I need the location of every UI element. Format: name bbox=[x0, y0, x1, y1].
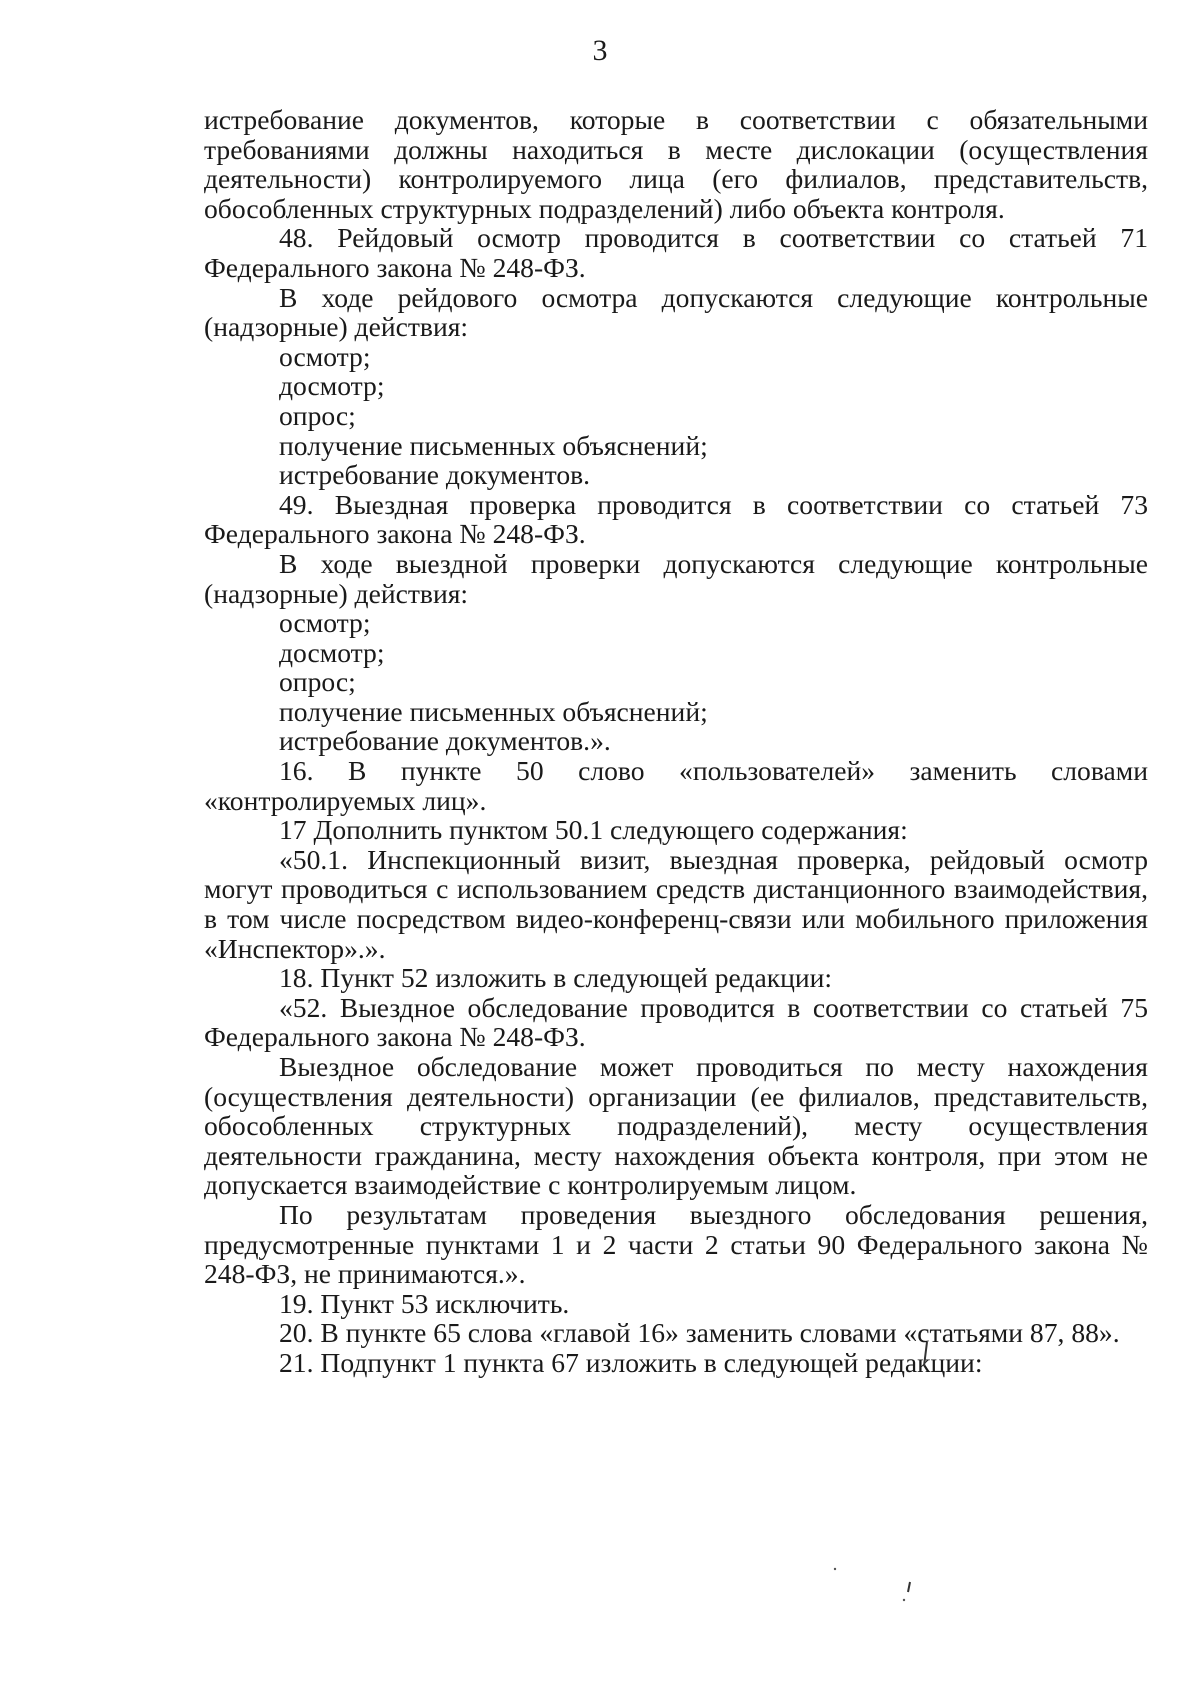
paragraph-50-1: «50.1. Инспекционный визит, выездная проверка, рейдовый осмотр могут проводиться с использованием средств дистанционного взаимодействия, в том числе посредством видео-конференц-связи или мобильного приложения «Инспектор».». bbox=[204, 843, 1148, 964]
paragraph-21: 21. Подпункт 1 пункта 67 изложить в следующей редакции: bbox=[279, 1346, 983, 1378]
paragraph-20: 20. В пункте 65 слова «главой 16» заменить словами «статьями 87, 88». bbox=[279, 1317, 1120, 1349]
list-item: осмотр; bbox=[279, 340, 371, 372]
list-item: осмотр; bbox=[279, 607, 371, 639]
paragraph: В ходе выездной проверки допускаются следующие контрольные (надзорные) действия: bbox=[204, 547, 1148, 609]
list-item: опрос; bbox=[279, 666, 356, 698]
paragraph: Выездное обследование может проводиться по месту нахождения (осуществления деятельности) организации (ее филиалов, представительств, обособленных структурных подразделений), месту осуществления деятельности гражданина, месту нахождения объекта контроля, при этом не допускается взаимодействие с контролируемым лицом. bbox=[204, 1051, 1148, 1201]
paragraph-19: 19. Пункт 53 исключить. bbox=[279, 1287, 570, 1319]
list-item: истребование документов.». bbox=[279, 725, 611, 757]
list-item: досмотр; bbox=[279, 370, 385, 402]
paragraph-48: 48. Рейдовый осмотр проводится в соответствии со статьей 71 Федерального закона № 248-ФЗ. bbox=[204, 222, 1148, 283]
list-item: опрос; bbox=[279, 399, 356, 431]
paragraph-52: «52. Выездное обследование проводится в соответствии со статьей 75 Федерального закона № 248-ФЗ. bbox=[204, 991, 1148, 1053]
paragraph: истребование документов, которые в соответствии с обязательными требованиями должны находиться в месте дислокации (осуществления деятельности) контролируемого лица (его филиалов, представительств, обособленных структурных подразделений) либо объекта контроля. bbox=[204, 104, 1148, 224]
paragraph: По результатам проведения выездного обследования решения, предусмотренные пунктами 1 и 2 части 2 статьи 90 Федерального закона № 248-ФЗ, не принимаются.». bbox=[204, 1198, 1148, 1290]
list-item: получение письменных объяснений; bbox=[279, 429, 708, 461]
paragraph-16: 16. В пункте 50 слово «пользователей» заменить словами «контролируемых лиц». bbox=[204, 755, 1148, 816]
page-number: 3 bbox=[592, 34, 608, 67]
paragraph-18: 18. Пункт 52 изложить в следующей редакции: bbox=[279, 962, 833, 994]
paragraph-17: 17 Дополнить пунктом 50.1 следующего содержания: bbox=[279, 814, 908, 846]
scan-speck-icon bbox=[920, 1340, 932, 1370]
paragraph: В ходе рейдового осмотра допускаются следующие контрольные (надзорные) действия: bbox=[204, 281, 1148, 343]
list-item: досмотр; bbox=[279, 636, 385, 668]
list-item: получение письменных объяснений; bbox=[279, 695, 708, 727]
scan-speck-icon bbox=[832, 1566, 838, 1572]
document-body bbox=[204, 105, 1148, 1378]
paragraph-49: 49. Выездная проверка проводится в соответствии со статьей 73 Федерального закона № 248-ФЗ. bbox=[204, 488, 1148, 550]
scan-speck-icon bbox=[900, 1580, 914, 1604]
list-item: истребование документов. bbox=[279, 459, 591, 491]
